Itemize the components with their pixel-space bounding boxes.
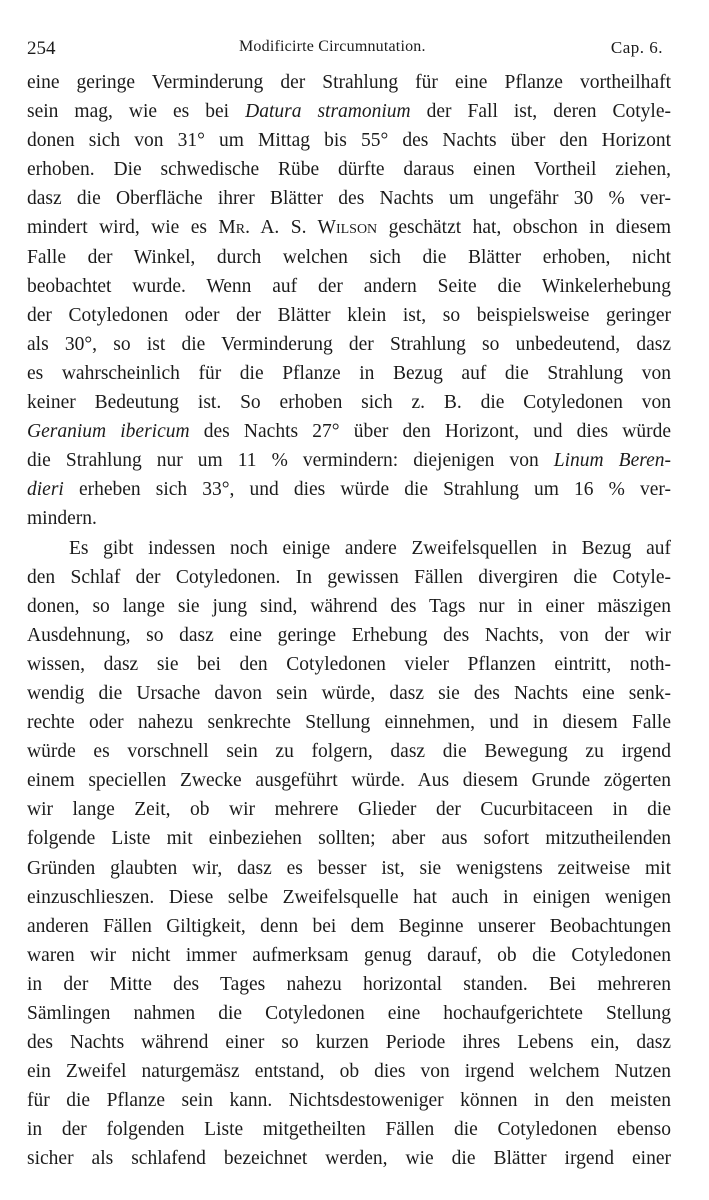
text-line: Gründen glaubten wir, dasz es besser ist, sie wenigstens zeitweise mit <box>27 857 671 879</box>
text-line: donen sich von 31° um Mittag bis 55° des Nachts über den Horizont <box>27 130 671 152</box>
text-line: für die Pflanze sein kann. Nichtsdestoweniger können in den meisten <box>27 1090 671 1112</box>
running-title: Modificirte Circumnutation. <box>239 38 426 55</box>
text-line: Geranium ibericum des Nachts 27° über den Horizont, und dies würde <box>27 421 671 443</box>
chapter-label: Cap. 6. <box>610 38 663 57</box>
text-line: als 30°, so ist die Verminderung der Strahlung so unbedeutend, dasz <box>27 333 671 355</box>
text-line: anderen Fällen Giltigkeit, denn bei dem Beginne unserer Beobachtungen <box>27 915 671 937</box>
text-line: in der Mitte des Tages nahezu horizontal standen. Bei mehreren <box>27 973 671 995</box>
text-line: erhoben. Die schwedische Rübe dürfte daraus einen Vortheil ziehen, <box>27 159 671 181</box>
author-name: Mr. A. S. Wilson <box>218 217 378 239</box>
text-line: in der folgenden Liste mitgetheilten Fällen die Cotyledonen ebenso <box>27 1119 671 1141</box>
paragraph-2 <box>27 534 671 1174</box>
text-line: den Schlaf der Cotyledonen. In gewissen Fällen divergiren die Cotyle- <box>27 566 671 588</box>
text-line: wissen, dasz sie bei den Cotyledonen vieler Pflanzen eintritt, noth- <box>27 653 671 675</box>
text-line: mindern. <box>27 508 97 530</box>
text-line: ein Zweifel naturgemäsz entstand, ob dies von irgend welchem Nutzen <box>27 1061 671 1083</box>
text-line: würde es vorschnell sein zu folgern, dasz die Bewegung zu irgend <box>27 741 671 763</box>
body-text <box>27 68 671 1174</box>
text-line: es wahrscheinlich für die Pflanze in Bezug auf die Strahlung von <box>27 362 671 384</box>
text-line: wir lange Zeit, ob wir mehrere Glieder der Cucurbitaceen in die <box>27 799 671 821</box>
text-line: sicher als schlafend bezeichnet werden, wie die Blätter irgend einer <box>27 1148 671 1170</box>
text-line: einzuschlieszen. Diese selbe Zweifelsquelle hat auch in einigen wenigen <box>27 886 671 908</box>
text-line: donen, so lange sie jung sind, während des Tags nur in einer mäszigen <box>27 595 671 617</box>
text-line: folgende Liste mit einbeziehen sollten; aber aus sofort mitzutheilenden <box>27 828 671 850</box>
text-line: Falle der Winkel, durch welchen sich die Blätter erhoben, nicht <box>27 246 671 268</box>
text-line: der Cotyledonen oder der Blätter klein ist, so beispielsweise geringer <box>27 304 671 326</box>
text-line: Sämlingen nahmen die Cotyledonen eine hochaufgerichtete Stellung <box>27 1003 671 1024</box>
text-line: beobachtet wurde. Wenn auf der andern Seite die Winkelerhebung <box>27 275 671 297</box>
text-line: dasz die Oberfläche ihrer Blätter des Nachts um ungefähr 30 % ver- <box>27 188 671 210</box>
text-line: mindert wird, wie es Mr. A. S. Wilson geschätzt hat, obschon in diesem <box>27 217 671 239</box>
text-line: eine geringe Verminderung der Strahlung für eine Pflanze vortheilhaft <box>27 72 671 93</box>
text-line: rechte oder nahezu senkrechte Stellung einnehmen, und in diesem Falle <box>27 712 671 734</box>
species-name: Datura stramonium <box>245 101 411 123</box>
paragraph-1 <box>27 68 671 534</box>
species-name: dieri <box>27 479 64 501</box>
page-header <box>27 34 671 68</box>
text-line: die Strahlung nur um 11 % vermindern: diejenigen von Linum Beren- <box>27 450 671 472</box>
text-line: waren wir nicht immer aufmerksam genug darauf, ob die Cotyledonen <box>27 944 671 966</box>
text-line: Ausdehnung, so dasz eine geringe Erhebung des Nachts, von der wir <box>27 624 671 646</box>
text-line: keiner Bedeutung ist. So erhoben sich z. B. die Cotyledonen von <box>27 392 671 414</box>
text-line: Es gibt indessen noch einige andere Zweifelsquellen in Bezug auf <box>69 537 671 559</box>
species-name: Geranium ibericum <box>27 421 190 443</box>
text-line: des Nachts während einer so kurzen Periode ihres Lebens ein, dasz <box>27 1032 671 1054</box>
species-name: Linum Beren- <box>553 450 671 472</box>
text-line: sein mag, wie es bei Datura stramonium der Fall ist, deren Cotyle- <box>27 101 671 123</box>
page-number: 254 <box>27 38 56 59</box>
text-line: dieri erheben sich 33°, und dies würde die Strahlung um 16 % ver- <box>27 479 671 501</box>
text-line: wendig die Ursache davon sein würde, dasz sie des Nachts eine senk- <box>27 682 671 704</box>
text-line: einem speciellen Zwecke ausgeführt würde. Aus diesem Grunde zögerten <box>27 770 671 792</box>
